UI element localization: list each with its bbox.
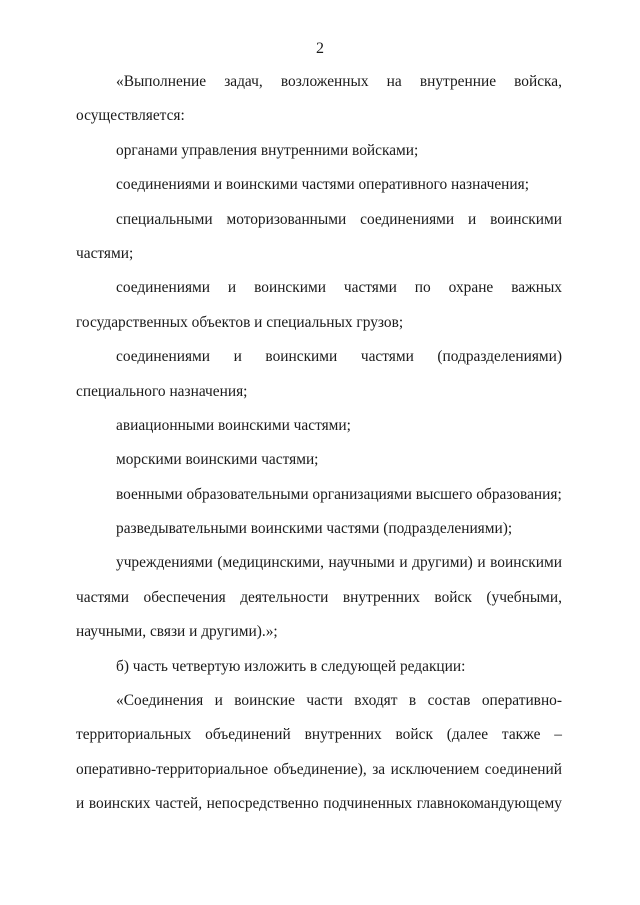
text-line: органами управления внутренними войсками; — [116, 141, 419, 159]
page-number: 2 — [316, 40, 324, 57]
text-line: научными, связи и другими).»; — [76, 623, 278, 641]
text-line: и воинских частей, непосредственно подчиненных главнокомандующему — [76, 795, 562, 813]
text-line: авиационными воинскими частями; — [116, 416, 351, 434]
text-line: частями обеспечения деятельности внутренних войск (учебными, — [76, 588, 562, 606]
text-line: учреждениями (медицинскими, научными и другими) и воинскими — [116, 554, 562, 572]
text-line: соединениями и воинскими частями (подразделениями) — [116, 348, 562, 366]
text-line: осуществляется: — [76, 107, 185, 125]
text-line: «Соединения и воинские части входят в состав оперативно- — [116, 692, 562, 710]
text-line: специальными моторизованными соединениями и воинскими — [116, 210, 562, 228]
text-line: «Выполнение задач, возложенных на внутренние войска, — [116, 73, 562, 90]
text-line: соединениями и воинскими частями оперативного назначения; — [116, 176, 529, 194]
text-line: территориальных объединений внутренних войск (далее также – — [76, 726, 562, 744]
text-line: морскими воинскими частями; — [116, 451, 319, 469]
text-line: специального назначения; — [76, 382, 248, 400]
text-line: частями; — [76, 244, 134, 262]
text-line: б) часть четвертую изложить в следующей редакции: — [116, 657, 466, 675]
document-body — [76, 70, 562, 827]
text-line: разведывательными воинскими частями (подразделениями); — [116, 520, 513, 538]
text-line: военными образовательными организациями высшего образования; — [116, 485, 562, 503]
text-line: соединениями и воинскими частями по охране важных — [116, 279, 562, 297]
text-line: государственных объектов и специальных грузов; — [76, 313, 404, 331]
text-line: оперативно-территориальное объединение), за исключением соединений — [76, 760, 562, 778]
